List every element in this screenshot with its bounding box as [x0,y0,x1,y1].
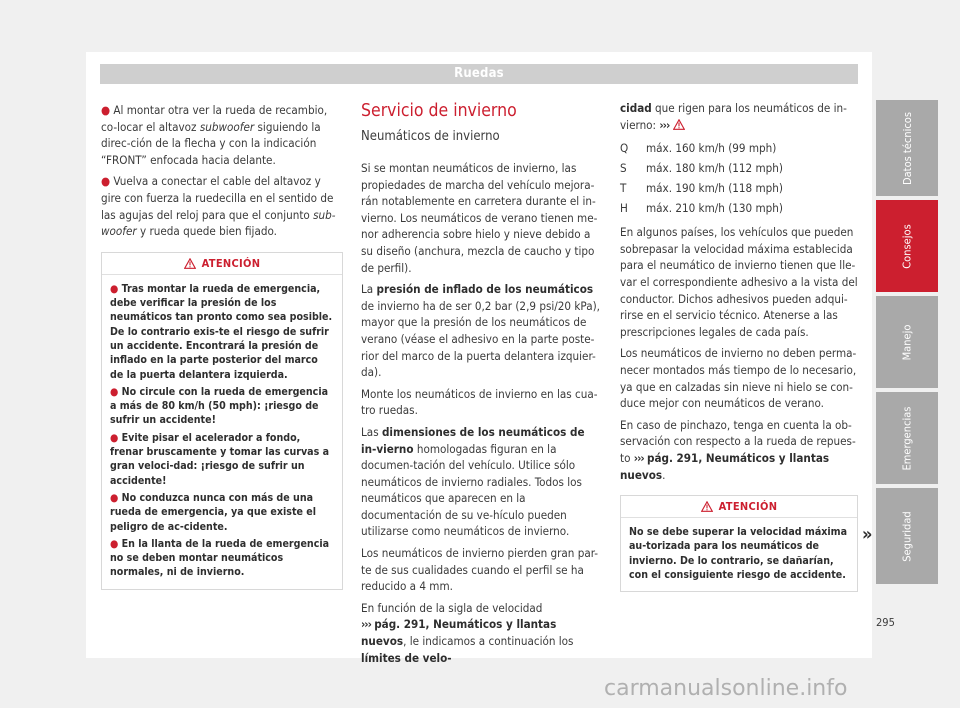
paragraph: Los neumáticos de invierno no deben perma-necer montados más tiempo de lo necesario, ya que en calzadas sin nieve ni hielo se con-duce mejor con neumáticos de verano. [620,346,857,411]
paragraph: En algunos países, los vehículos que pueden sobrepasar la velocidad máxima establecida para el neumático de invierno tienen que lle-var el correspondiente adhesivo a la vista del conductor. Dichos adhesivos pueden adqui-rirse en el servicio técnico. Atenerse a las prescripciones legales de cada país. [620,225,858,339]
warning-triangle-icon [701,501,713,512]
speed-row [620,138,858,158]
text: En función de la sigla de velocidad [361,600,543,615]
reference-arrow-icon: ››› [361,617,371,632]
warning-title: ATENCIÓN [201,256,261,270]
warning-item [110,431,334,488]
tab-manejo[interactable] [876,296,938,388]
bullet-text: y rueda quede bien fijado. [136,224,277,239]
warning-header [102,253,342,275]
tab-seguridad[interactable] [876,488,938,584]
bullet-icon: ● [110,537,119,550]
bullet-icon: ● [101,174,111,189]
speed-value: máx. 180 km/h (112 mph) [646,161,783,176]
paragraph [620,417,858,483]
page-number: 295 [876,616,895,629]
bullet-text: Vuelva a conectar el cable del altavoz y gire con fuerza la ruedecilla en el sentido de las agujas del reloj para que el conjunto [101,174,334,222]
text: de invierno ha de ser 0,2 bar (2,9 psi/20 kPa), mayor que la presión de los neumáticos de verano (véase el adhesivo en la parte poste-rior del marco de la puerta delantera izquier-da). [361,298,600,380]
tab-label: Emergencias [900,406,914,470]
speed-row [620,198,858,218]
speed-value: máx. 210 km/h (130 mph) [646,201,783,216]
text: La [361,282,377,297]
chapter-header: Ruedas [100,64,858,84]
bullet-emphasis: subwoofer [199,119,255,134]
continue-arrow-icon: » [862,524,873,545]
bold-text: dimensiones de los neumáticos de in-vierno [361,424,585,456]
bullet-emphasis: sub-woofer [101,207,336,239]
tab-label: Datos técnicos [900,111,914,185]
warning-triangle-icon[interactable] [673,119,685,130]
bullet-icon: ● [110,385,119,398]
tab-emergencias[interactable] [876,392,938,484]
speed-value: máx. 160 km/h (99 mph) [646,141,777,156]
speed-code: H [620,201,628,216]
list-item [101,173,343,239]
section-title: Servicio de invierno [361,101,517,121]
warning-text: Evite pisar el acelerador a fondo, frenar bruscamente y tomar las curvas a gran veloci-dad: ¡riesgo de sufrir un accidente! [110,431,330,487]
warning-text: No circule con la rueda de emergencia a más de 80 km/h (50 mph): ¡riesgo de sufrir un accidente! [110,385,329,427]
paragraph [620,100,858,133]
paragraph [361,281,603,381]
speed-row [620,158,858,178]
paragraph: Monte los neumáticos de invierno en las cua-tro ruedas. [361,386,598,418]
warning-item [110,385,334,428]
speed-code: Q [620,141,629,156]
section-subtitle: Neumáticos de invierno [361,129,500,144]
warning-body [621,518,857,591]
tab-datos-tecnicos[interactable] [876,100,938,196]
tab-consejos[interactable] [876,200,938,292]
column-middle [361,102,603,671]
paragraph: Si se montan neumáticos de invierno, las propiedades de marcha del vehículo mejora-rán notablemente en carretera durante el in-vierno. Los neumáticos de verano tienen me-nor adherencia sobre hielo y nieve debido a su diseño (anchura, mezcla de caucho y tipo de perfil). [361,161,598,275]
watermark: carmanualsonline.info [604,676,848,701]
bold-text: presión de inflado de los neumáticos [376,282,594,297]
warning-body [102,275,342,589]
column-right [620,100,858,592]
warning-item [110,282,334,382]
bullet-text: Al montar otra ver la rueda de recambio, co-locar el altavoz [101,103,328,134]
warning-item [110,537,334,580]
text: homologadas figuran en la documen-tación del vehículo. Utilice sólo neumáticos de invierno radiales. Todos los neumáticos que aparecen en la documentación de su ve-hículo pueden utilizarse como neumáticos de invierno. [361,441,582,539]
speed-row [620,178,858,198]
paragraph: Los neumáticos de invierno pierden gran par-te de sus cualidades cuando el perfil se ha reducido a 4 mm. [361,546,599,594]
speed-value: máx. 190 km/h (118 mph) [646,181,783,196]
column-left [101,102,343,590]
warning-triangle-icon [184,258,196,269]
list-item [101,102,343,168]
warning-header [621,496,857,518]
speed-code: S [620,161,627,176]
paragraph [361,424,603,540]
bullet-icon: ● [110,282,119,295]
page-reference-link[interactable]: pág. 291, Neumáticos y llantas nuevos [361,617,557,649]
speed-code: T [620,181,627,196]
warning-title: ATENCIÓN [718,500,778,514]
tab-label: Seguridad [900,510,914,562]
warning-text: No se debe superar la velocidad máxima au-torizada para los neumáticos de invierno. De lo contrario, se dañarían, con el consiguiente riesgo de accidente. [629,526,848,581]
reference-arrow-icon: ››› [633,450,644,465]
bold-text: cidad [620,101,652,115]
text: , le indicamos a continuación los [403,634,574,649]
tab-label: Manejo [900,324,914,360]
bullet-icon: ● [110,431,119,444]
bullet-icon: ● [110,491,119,504]
bullet-icon: ● [101,103,111,117]
bold-text: límites de velo- [361,650,452,665]
warning-box [620,495,858,592]
text: Las [361,424,382,439]
paragraph [361,600,603,666]
warning-text: No conduzca nunca con más de una rueda de emergencia, ya que existe el peligro de ac-cidente. [110,491,317,533]
warning-text: En la llanta de la rueda de emergencia no se deben montar neumáticos normales, ni de invierno. [110,537,330,579]
tab-label: Consejos [900,223,914,269]
text: que rigen para los neumáticos de in-vierno: [620,101,847,132]
speed-limit-list [620,138,858,218]
warning-item [110,491,334,534]
warning-box [101,252,343,590]
text: En caso de pinchazo, tenga en cuenta la ob-servación con respecto a la rueda de repues-to [620,417,856,465]
text: . [662,467,666,482]
bullet-text: siguiendo la direc-ción de la flecha y con la indicación “FRONT” enfocada hacia delante. [101,119,321,167]
warning-text: Tras montar la rueda de emergencia, debe verificar la presión de los neumáticos tan pronto como sea posible. De lo contrario exis-te el riesgo de sufrir un accidente. Encontrará la presión de inflado en la parte posterior del marco de la puerta delantera izquierda. [110,282,333,381]
page-reference-link[interactable]: pág. 291, Neumáticos y llantas nuevos [620,450,830,482]
reference-arrow-icon: ››› [659,117,670,132]
